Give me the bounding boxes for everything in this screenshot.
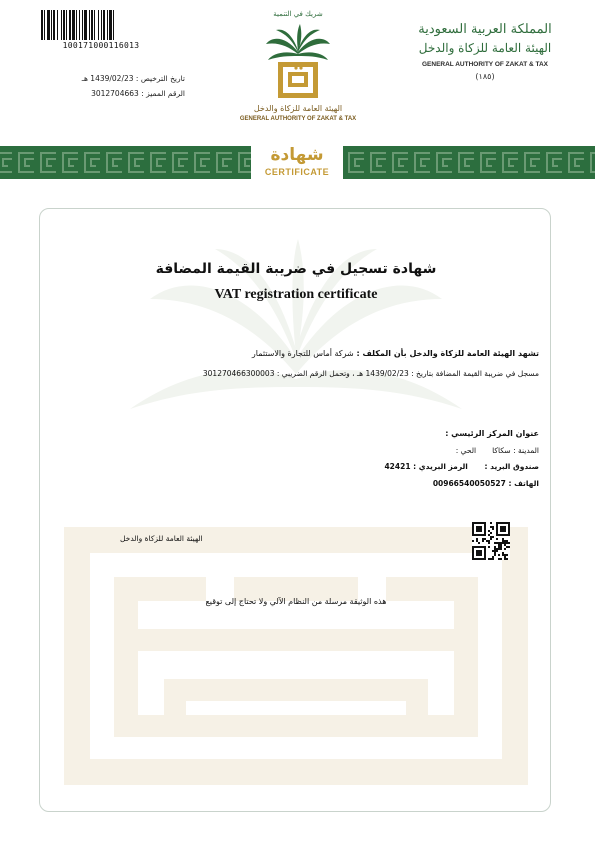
license-date-value: 1439/02/23 هـ [81, 74, 134, 83]
pattern-stroke [568, 171, 584, 173]
pattern-stroke [370, 152, 372, 173]
qr-module [498, 554, 500, 556]
pattern-stroke [524, 152, 540, 154]
pattern-stroke [24, 165, 30, 167]
pattern-stroke [244, 165, 250, 167]
qr-module [476, 550, 482, 556]
pattern-stroke [194, 152, 196, 173]
pattern-stroke [392, 171, 408, 173]
pattern-stroke [590, 171, 595, 173]
qr-module [498, 548, 500, 550]
company-name: شركة أماس للتجارة والاستثمار [251, 349, 354, 358]
qr-module [500, 544, 502, 546]
band-label-ar: شهادة [270, 145, 324, 165]
qr-code-icon [472, 522, 510, 560]
pattern-stroke [502, 152, 518, 154]
pattern-stroke [200, 165, 206, 167]
qr-module [490, 536, 492, 538]
qr-module [502, 554, 504, 556]
pattern-stroke [46, 165, 52, 167]
pattern-stroke [90, 165, 96, 167]
registered-mid: هـ ، وتحمل الرقم الضريبي : [274, 369, 366, 378]
pattern-stroke [414, 152, 430, 154]
qr-module [492, 556, 494, 558]
certificate-card [39, 208, 551, 812]
qr-module [494, 552, 496, 554]
qr-module [484, 538, 486, 540]
qr-module [506, 558, 508, 560]
band-label-en: CERTIFICATE [264, 167, 330, 177]
pattern-stroke [106, 152, 108, 173]
pattern-stroke [238, 152, 240, 173]
attest-label: تشهد الهيئة العامة للزكاة والدخل بأن المكلف : [353, 349, 539, 358]
pattern-stroke [40, 152, 42, 173]
kingdom-name: المملكة العربية السعودية [418, 22, 552, 37]
pattern-stroke [106, 152, 122, 154]
pattern-stroke [172, 152, 188, 154]
pattern-stroke [436, 152, 452, 154]
pattern-stroke [414, 152, 416, 173]
certificate-title-ar: شهادة تسجيل في ضريبة القيمة المضافة [155, 261, 437, 277]
pattern-stroke [156, 165, 162, 167]
pattern-stroke [348, 152, 350, 173]
logo-tagline: شريك في التنمية [273, 10, 323, 18]
automated-notice: هذه الوثيقة مرسلة من النظام الآلي ولا تحتاج إلى توقيع [205, 597, 387, 606]
qr-module [508, 542, 510, 544]
qr-module [496, 548, 498, 550]
qr-module [504, 542, 506, 544]
qr-module [498, 558, 500, 560]
pattern-stroke [480, 171, 496, 173]
pattern-stroke [134, 165, 140, 167]
pattern-stroke [128, 152, 130, 173]
postal-code-label: الرمز البريدي : [410, 462, 468, 471]
qr-module [490, 526, 492, 528]
qr-module [490, 522, 492, 524]
qr-module [490, 538, 492, 540]
district-label: الحي : [455, 446, 477, 455]
pattern-stroke [18, 152, 20, 173]
qr-module [490, 532, 492, 534]
pattern-stroke [436, 152, 438, 173]
qr-module [504, 554, 506, 556]
registered-date: 1439/02/23 [365, 369, 409, 378]
qr-module [506, 540, 508, 542]
qr-module [500, 558, 502, 560]
phone-label: الهاتف : [505, 479, 539, 488]
pattern-stroke [128, 171, 144, 173]
qr-module [492, 526, 494, 528]
qr-module [486, 540, 488, 542]
qr-module [506, 546, 508, 548]
qr-module [494, 542, 496, 544]
pattern-stroke [398, 165, 404, 167]
pattern-stroke [18, 152, 34, 154]
pattern-stroke [84, 171, 100, 173]
city-line [456, 446, 539, 455]
logo-org-name-en: GENERAL AUTHORITY OF ZAKAT & TAX [239, 116, 357, 122]
tax-number: 301270466300003 [202, 369, 275, 378]
attest-line [252, 349, 539, 358]
qr-module [498, 544, 500, 546]
registered-prefix: مسجل في ضريبة القيمة المضافة بتاريخ : [408, 369, 539, 378]
pattern-stroke [354, 165, 360, 167]
logo-org-name-ar: الهيئة العامة للزكاة والدخل [253, 104, 343, 113]
pattern-stroke [216, 152, 232, 154]
pattern-stroke [546, 152, 562, 154]
phone-value: 00966540050527 [432, 479, 506, 488]
qr-module [476, 540, 478, 542]
po-box-line [384, 462, 539, 471]
qr-module [494, 546, 496, 548]
pattern-stroke [194, 152, 210, 154]
pattern-stroke [568, 152, 570, 173]
barcode [41, 10, 161, 50]
qr-module [506, 542, 508, 544]
pattern-stroke [546, 171, 562, 173]
qr-module [490, 558, 492, 560]
qr-module [492, 550, 494, 552]
city-label: المدينة : [510, 446, 539, 455]
qr-module [502, 538, 504, 540]
pattern-stroke [68, 165, 74, 167]
pattern-stroke [216, 171, 232, 173]
qr-module [498, 542, 500, 544]
ministry-logo [410, 22, 560, 107]
qr-module [488, 558, 490, 560]
pattern-stroke [150, 152, 152, 173]
qr-module [496, 538, 498, 540]
pattern-stroke [2, 165, 8, 167]
pattern-stroke [216, 152, 218, 173]
pattern-stroke [62, 152, 64, 173]
pattern-stroke [348, 152, 364, 154]
pattern-stroke [392, 152, 408, 154]
pattern-stroke [458, 152, 474, 154]
pattern-stroke [172, 171, 188, 173]
pattern-stroke [436, 171, 452, 173]
qr-module [500, 526, 506, 532]
city-value: سكاكا [492, 446, 511, 455]
pattern-stroke [376, 165, 382, 167]
qr-module [500, 548, 502, 550]
qr-module [476, 526, 482, 532]
pattern-stroke [590, 152, 592, 173]
qr-module [494, 554, 496, 556]
pattern-stroke [84, 152, 86, 173]
pattern-stroke [128, 152, 144, 154]
pattern-stroke [178, 165, 184, 167]
pattern-stroke [40, 171, 56, 173]
phone-line [433, 479, 539, 488]
qr-module [492, 536, 494, 538]
pattern-stroke [480, 152, 496, 154]
hq-address-label: عنوان المركز الرئيسي : [445, 429, 539, 438]
qr-module [496, 542, 498, 544]
pattern-stroke [458, 171, 474, 173]
qr-module [504, 548, 506, 550]
license-date [82, 74, 185, 83]
pattern-stroke [486, 165, 492, 167]
qr-module [500, 546, 502, 548]
pattern-stroke [458, 152, 460, 173]
qr-module [496, 550, 498, 552]
qr-module [482, 540, 484, 542]
pattern-stroke [0, 152, 12, 154]
pattern-stroke [392, 152, 394, 173]
distinct-number-value: 3012704663 [91, 89, 139, 98]
pattern-stroke [0, 171, 12, 173]
postal-code-value: 42421 [384, 462, 411, 471]
qr-module [494, 548, 496, 550]
qr-module [476, 538, 478, 540]
distinct-number [91, 89, 185, 98]
barcode-number: 100171000116013 [62, 41, 140, 50]
registration-line [203, 369, 539, 378]
qr-module [488, 546, 490, 548]
qr-module [488, 542, 490, 544]
qr-module [502, 542, 504, 544]
pattern-stroke [524, 152, 526, 173]
pattern-stroke [18, 171, 34, 173]
pattern-stroke [172, 152, 174, 173]
authority-name-ar: الهيئة العامة للزكاة والدخل [418, 41, 552, 55]
distinct-number-label: الرقم المميز : [138, 89, 185, 98]
pattern-stroke [112, 165, 118, 167]
zakat-logo [226, 10, 370, 125]
pattern-stroke [106, 171, 122, 173]
pattern-stroke [568, 152, 584, 154]
pattern-stroke [420, 165, 426, 167]
po-box-label: صندوق البريد : [481, 462, 539, 471]
pattern-stroke [370, 171, 386, 173]
barcode-bar [114, 10, 116, 40]
qr-module [498, 546, 500, 548]
qr-module [492, 528, 494, 530]
certificate-title-en: VAT registration certificate [214, 287, 378, 302]
pattern-stroke [464, 165, 470, 167]
pattern-stroke [480, 152, 482, 173]
pattern-stroke [150, 152, 166, 154]
pattern-stroke [84, 152, 100, 154]
qr-module [502, 540, 504, 542]
certificate-band-label [251, 140, 343, 184]
authority-number: (١٨٥) [475, 72, 495, 81]
pattern-stroke [442, 165, 448, 167]
pattern-stroke [524, 171, 540, 173]
pattern-stroke [546, 152, 548, 173]
qr-module [488, 530, 490, 532]
qr-module [482, 538, 484, 540]
qr-module [504, 544, 506, 546]
qr-module [472, 540, 474, 542]
qr-module [502, 552, 504, 554]
pattern-stroke [40, 152, 56, 154]
qr-module [504, 556, 506, 558]
qr-module [494, 550, 496, 552]
qr-module [492, 558, 494, 560]
qr-module [504, 558, 506, 560]
authority-name-en: GENERAL AUTHORITY OF ZAKAT & TAX [421, 61, 549, 68]
qr-module [500, 542, 502, 544]
issuing-authority: الهيئة العامة للزكاة والدخل [120, 534, 203, 543]
pattern-stroke [508, 165, 514, 167]
pattern-stroke [62, 171, 78, 173]
pattern-stroke [414, 171, 430, 173]
qr-module [488, 534, 490, 536]
pattern-stroke [502, 152, 504, 173]
pattern-stroke [574, 165, 580, 167]
pattern-stroke [348, 171, 364, 173]
palm-emblem-icon [226, 22, 370, 102]
qr-module [478, 542, 480, 544]
pattern-stroke [552, 165, 558, 167]
license-date-label: تاريخ الترخيص : [133, 74, 185, 83]
qr-module [488, 540, 490, 542]
qr-module [508, 546, 510, 548]
pattern-stroke [194, 171, 210, 173]
pattern-stroke [222, 165, 228, 167]
pattern-stroke [150, 171, 166, 173]
qr-module [504, 540, 506, 542]
pattern-stroke [530, 165, 536, 167]
pattern-stroke [370, 152, 386, 154]
qr-module [506, 554, 508, 556]
barcode-bars [41, 10, 161, 40]
pattern-stroke [502, 171, 518, 173]
pattern-stroke [62, 152, 78, 154]
